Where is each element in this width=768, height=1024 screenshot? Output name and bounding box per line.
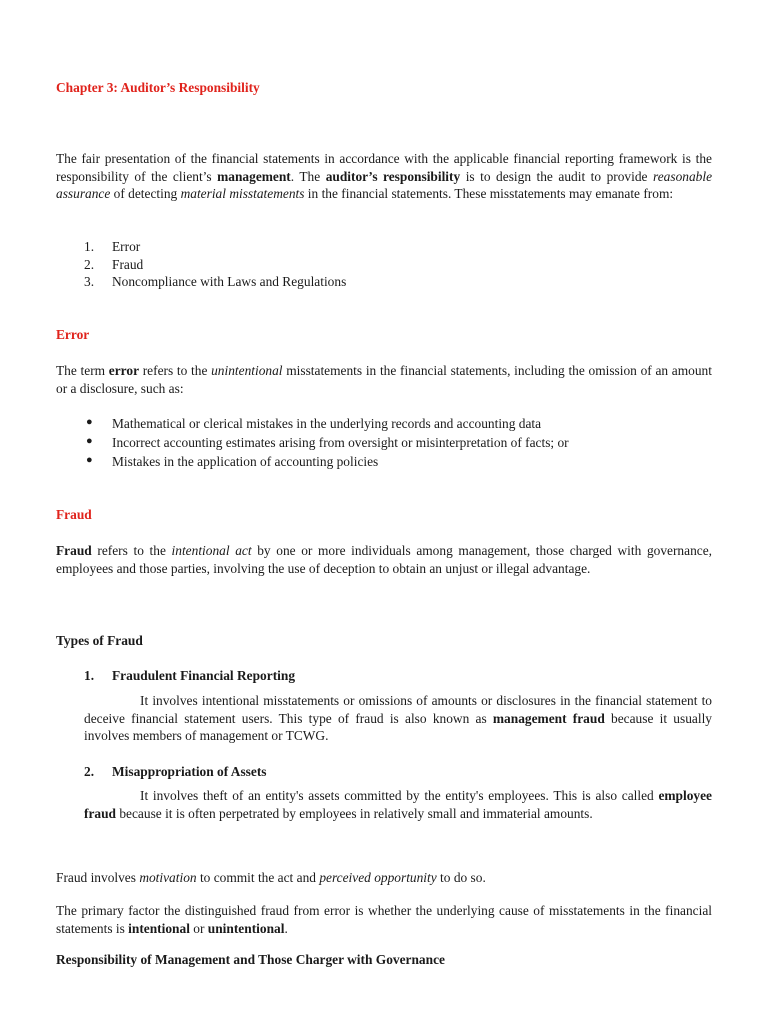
error-bold-term: error — [108, 363, 140, 378]
intro-text-1: The fair presentation of the financial statements in accordance with the applicable financial reporting framework is the responsibility of the client’s — [56, 151, 712, 184]
fraud-type1-paragraph — [84, 692, 712, 745]
fraud-heading: Fraud — [56, 507, 92, 522]
list-number: 2. — [84, 257, 95, 272]
intro-text-3: is to design the audit to provide — [460, 168, 653, 184]
intro-bold-auditor-responsibility: auditor’s responsibility — [325, 168, 461, 184]
motivation-paragraph — [56, 870, 486, 886]
fraud-type1-bold: management fraud — [492, 710, 605, 726]
distinction-text-3: . — [284, 920, 288, 936]
fraud-type-title: Fraudulent Financial Reporting — [112, 668, 296, 683]
motivation-italic: motivation — [139, 870, 197, 885]
fraud-bold-term: Fraud — [56, 543, 92, 558]
bullet-icon: ● — [86, 416, 93, 428]
intro-text-4: of detecting — [110, 186, 181, 201]
list-text: Noncompliance with Laws and Regulations — [112, 274, 347, 289]
intro-italic-material-misstatements: material misstatements — [180, 186, 305, 201]
bullet-text: Mathematical or clerical mistakes in the underlying records and accounting data — [112, 416, 542, 431]
bullet-text: Incorrect accounting estimates arising from oversight or misinterpretation of facts; or — [112, 435, 569, 450]
fraud-text-2: by one or more individuals among management, those charged with governance, employees and those parties, involving the use of deception to obtain an unjust or illegal advantage. — [56, 543, 712, 576]
list-text: Fraud — [112, 257, 144, 272]
chapter-title: Chapter 3: Auditor’s Responsibility — [56, 80, 260, 95]
motivation-text-3: to do so. — [436, 870, 486, 885]
responsibility-heading: Responsibility of Management and Those Charger with Governance — [56, 952, 445, 967]
error-text-2: refers to the — [139, 363, 212, 378]
fraud-type2-bold: employee fraud — [84, 788, 712, 821]
fraud-type2-text-2: because it is often perpetrated by employees in relatively small and immaterial amounts. — [116, 805, 593, 821]
distinction-text-1: The primary factor the distinguished fraud from error is whether the underlying cause of misstatements in the financial statements is — [56, 903, 712, 936]
distinction-bold-intentional: intentional — [128, 920, 190, 936]
error-heading: Error — [56, 327, 90, 342]
fraud-italic-intentional-act: intentional act — [171, 543, 252, 558]
intro-paragraph — [56, 150, 712, 203]
fraud-text-1: refers to the — [91, 543, 172, 558]
list-text: Error — [112, 239, 141, 254]
fraud-type-number: 2. — [84, 764, 95, 779]
intro-text-2: . The — [290, 168, 326, 184]
motivation-italic-opportunity: perceived opportunity — [319, 870, 437, 885]
fraud-paragraph — [56, 542, 712, 577]
types-of-fraud-heading: Types of Fraud — [56, 633, 143, 648]
list-number: 1. — [84, 239, 95, 254]
motivation-text-2: to commit the act and — [196, 870, 320, 885]
intro-bold-management: management — [217, 168, 291, 184]
bullet-icon: ● — [86, 435, 93, 447]
fraud-type2-paragraph — [84, 787, 712, 822]
bullet-icon: ● — [86, 454, 93, 466]
fraud-type-number: 1. — [84, 668, 95, 683]
fraud-type-title: Misappropriation of Assets — [112, 764, 267, 779]
error-text-3: misstatements in the financial statements, including the omission of an amount or a disclosure, such as: — [56, 363, 712, 396]
bullet-text: Mistakes in the application of accounting policies — [112, 454, 379, 469]
fraud-type2-text-1: It involves theft of an entity's assets committed by the entity's employees. This is also called — [140, 788, 659, 803]
error-text-1: The term — [56, 363, 109, 378]
error-paragraph — [56, 362, 712, 397]
list-number: 3. — [84, 274, 95, 289]
fraud-type1-text-1: It involves intentional misstatements or omissions of amounts or disclosures in the financial statement to deceive financial statement users. This type of fraud is also known as — [84, 693, 712, 726]
distinction-text-2: or — [189, 920, 208, 936]
distinction-paragraph — [56, 902, 712, 937]
distinction-bold-unintentional: unintentional — [207, 920, 285, 936]
fraud-type1-text-2: because it usually involves members of management or TCWG. — [84, 710, 712, 743]
intro-italic-reasonable-assurance: reasonable assurance — [56, 168, 713, 201]
motivation-text-1: Fraud involves — [56, 870, 140, 885]
error-italic-unintentional: unintentional — [211, 363, 283, 378]
intro-text-5: in the financial statements. These misstatements may emanate from: — [304, 186, 674, 201]
